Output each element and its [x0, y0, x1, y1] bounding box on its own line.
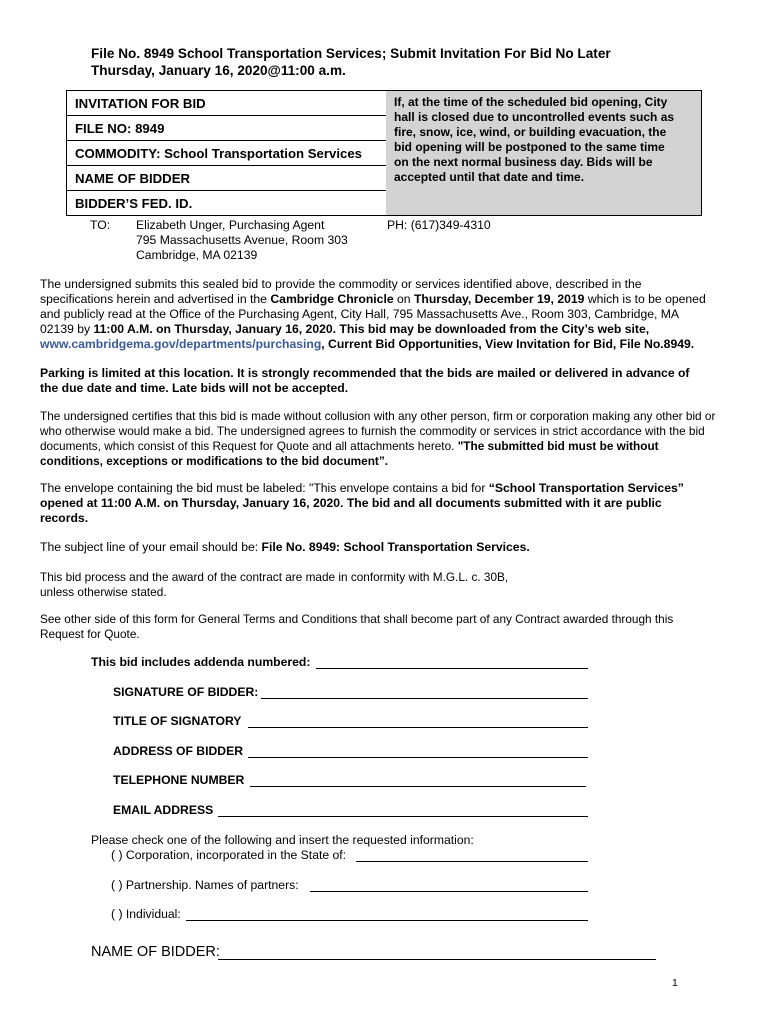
header-line-1: File No. 8949 School Transportation Services; Submit Invitation For Bid No Later: [91, 46, 611, 61]
certification-paragraph: [40, 409, 730, 469]
p4-line: The envelope containing the bid must be labeled: "This envelope contains a bid for “School Transportation Services”: [40, 481, 684, 495]
corporation-state-input[interactable]: [356, 861, 588, 862]
commodity-label: COMMODITY: School Transportation Services: [75, 146, 362, 161]
row-name-of-bidder: [67, 165, 387, 190]
partnership-option[interactable]: ( ) Partnership. Names of partners:: [111, 878, 299, 892]
telephone-label: TELEPHONE NUMBER: [113, 773, 245, 787]
p4-line: opened at 11:00 A.M. on Thursday, January 16, 2020. The bid and all documents submitted with it are public: [40, 496, 662, 510]
agent-address-2: Cambridge, MA 02139: [136, 248, 258, 262]
email-subject-paragraph: The subject line of your email should be: File No. 8949: School Transportation Services.: [40, 540, 530, 554]
row-fed-id: [67, 190, 387, 216]
closure-notice-text: [394, 95, 694, 185]
agent-phone: PH: (617)349-4310: [387, 218, 491, 232]
to-label: TO:: [90, 218, 111, 232]
title-input[interactable]: [248, 727, 588, 728]
file-no-label: FILE NO: 8949: [75, 121, 165, 136]
header-line-2: Thursday, January 16, 2020@11:00 a.m.: [91, 63, 346, 78]
signature-input[interactable]: [261, 698, 588, 699]
name-of-bidder-input[interactable]: [218, 959, 656, 960]
fed-id-label: BIDDER’S FED. ID.: [75, 196, 193, 211]
envelope-paragraph: [40, 481, 730, 526]
document-header: [91, 45, 691, 79]
p3-line: who otherwise would make a bid. The undersigned agrees to furnish the commodity or services in strict accordance with the bid: [40, 424, 705, 438]
row-file-no: [67, 115, 387, 140]
notice-line: If, at the time of the scheduled bid opening, City: [394, 95, 668, 109]
p2-line: Parking is limited at this location. It is strongly recommended that the bids are mailed or delivered in advance of: [40, 366, 690, 380]
p3-line: The undersigned certifies that this bid is made without collusion with any other person, firm or corporation making any other bid or: [40, 409, 716, 423]
notice-line: accepted until that date and time.: [394, 170, 585, 184]
p1-line: The undersigned submits this sealed bid to provide the commodity or services identified above, described in the: [40, 277, 642, 291]
p7-line: See other side of this form for General Terms and Conditions that shall become part of any Contract awarded through this: [40, 612, 674, 626]
p2-line: the due date and time. Late bids will not be accepted.: [40, 381, 349, 395]
name-of-bidder-label: NAME OF BIDDER: [75, 171, 191, 186]
notice-line: bid opening will be postponed to the same time: [394, 140, 665, 154]
address-input[interactable]: [248, 757, 588, 758]
notice-line: hall is closed due to uncontrolled events such as: [394, 110, 675, 124]
individual-input[interactable]: [186, 920, 588, 921]
p6-line: unless otherwise stated.: [40, 585, 167, 599]
p7-line: Request for Quote.: [40, 627, 140, 641]
row-invitation: [67, 90, 387, 115]
row-commodity: [67, 140, 387, 165]
closure-notice-box: [386, 90, 702, 216]
p3-line: documents, which consist of this Request for Quote and all attachments hereto. "The submitted bid must be without: [40, 439, 659, 453]
email-input[interactable]: [218, 816, 588, 817]
telephone-input[interactable]: [250, 786, 586, 787]
title-label: TITLE OF SIGNATORY: [113, 714, 242, 728]
addenda-input[interactable]: [316, 668, 588, 669]
to-address-block: [136, 218, 348, 263]
mgl-paragraph: [40, 570, 730, 600]
p1-line: 02139 by 11:00 A.M. on Thursday, January 16, 2020. This bid may be downloaded from the City’s web site,: [40, 322, 650, 336]
p1-line: and publicly read at the Office of the Purchasing Agent, City Hall, 795 Massachusetts Ave., Room 303, Cambridge, MA: [40, 307, 680, 321]
p1-line: www.cambridgema.gov/departments/purchasing, Current Bid Opportunities, View Invitation for Bid, File No.8949.: [40, 337, 695, 351]
p4-line: records.: [40, 511, 89, 525]
parking-notice: [40, 366, 730, 396]
notice-line: fire, snow, ice, wind, or building evacuation, the: [394, 125, 667, 139]
terms-paragraph: [40, 612, 730, 642]
individual-option[interactable]: ( ) Individual:: [111, 907, 181, 921]
invitation-label: INVITATION FOR BID: [75, 96, 206, 111]
notice-line: on the next normal business day. Bids will be: [394, 155, 653, 169]
p3-line: conditions, exceptions or modifications to the bid document”.: [40, 454, 389, 468]
p6-line: This bid process and the award of the contract are made in conformity with M.G.L. c. 30B,: [40, 570, 509, 584]
page-number: 1: [672, 977, 678, 989]
address-label: ADDRESS OF BIDDER: [113, 744, 244, 758]
agent-name: Elizabeth Unger, Purchasing Agent: [136, 218, 325, 232]
email-label: EMAIL ADDRESS: [113, 803, 214, 817]
signature-label: SIGNATURE OF BIDDER:: [113, 685, 259, 699]
p1-line: specifications herein and advertised in the Cambridge Chronicle on Thursday, December 19, 2019 which is to be opened: [40, 292, 706, 306]
entity-type-intro: Please check one of the following and insert the requested information:: [91, 833, 474, 847]
bid-info-left-column: [66, 90, 388, 216]
bid-info-table: [66, 90, 702, 216]
corporation-option[interactable]: ( ) Corporation, incorporated in the State of:: [111, 848, 347, 862]
name-of-bidder-bottom-label: NAME OF BIDDER:: [91, 944, 220, 960]
addenda-label: This bid includes addenda numbered:: [91, 655, 311, 669]
submission-paragraph: [40, 277, 730, 352]
agent-address-1: 795 Massachusetts Avenue, Room 303: [136, 233, 348, 247]
partners-input[interactable]: [310, 891, 588, 892]
purchasing-website-link[interactable]: www.cambridgema.gov/departments/purchasing: [40, 337, 322, 351]
